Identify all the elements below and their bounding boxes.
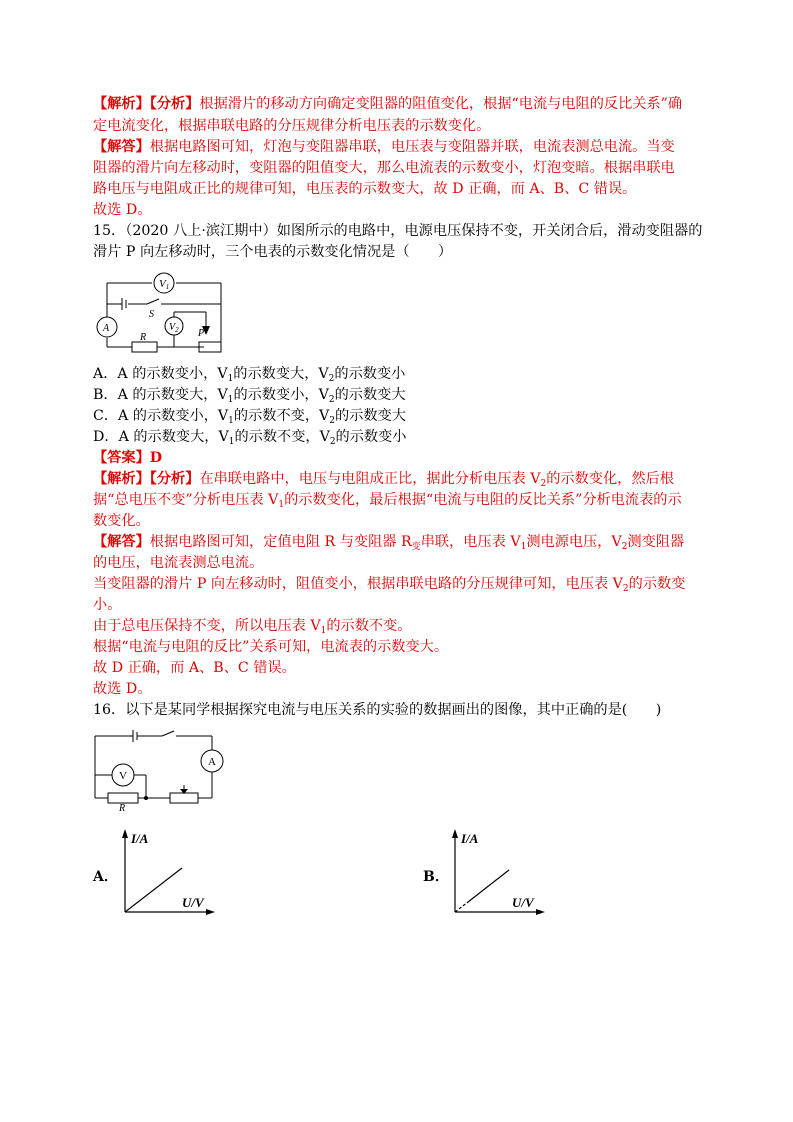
q14-choose: 故选 D。	[93, 202, 152, 218]
graph-b-xlabel: U/V	[512, 895, 534, 910]
graph-b-ylabel: I/A	[461, 831, 479, 846]
q16-option-a-label[interactable]: A．	[93, 869, 118, 885]
q16-graph-b[interactable]	[448, 826, 548, 916]
q14-analysis-line-2: 定电流变化，根据串联电路的分压规律分析电压表的示数变化。	[93, 118, 491, 134]
q14-answer-line-3: 路电压与电阻成正比的规律可知，电压表的示数变大，故 D 正确，而 A、B、C 错误。	[93, 181, 637, 197]
q15-option-a[interactable]: A．A 的示数变小，$V_1$的示数变大，$V_2$的示数变小	[93, 366, 406, 384]
a-label: A	[103, 323, 110, 334]
q15-jieda-line-5: 由于总电压保持不变，所以电压表 $V_1$的示数不变。	[93, 618, 412, 636]
graph-a-ylabel: I/A	[131, 831, 149, 846]
s-label: S	[149, 309, 154, 320]
q16-graph-a[interactable]	[118, 826, 218, 916]
q15-fenxi-line-2: 据“总电压不变”分析电压表 $V_1$的示数变化，最后根据“电流与电阻的反比关系”分析电流表的示	[93, 492, 682, 510]
r-label: R	[119, 803, 126, 811]
q15-jieda-line-7: 故 D 正确，而 A、B、C 错误。	[93, 660, 296, 676]
q15-option-b[interactable]: B．A 的示数变大，$V_1$的示数变小，$V_2$的示数变大	[93, 387, 406, 405]
q15-option-c[interactable]: C．A 的示数变小，$V_1$的示数不变，$V_2$的示数变大	[93, 408, 406, 426]
q15-jieda-line-3: 当变阻器的滑片 P 向左移动时，阻值变小，根据串联电路的分压规律可知，电压表 $V_2$的示数变	[93, 576, 686, 594]
q15-fenxi-line-3: 数变化。	[93, 513, 150, 529]
q15-jieda-line-4: 小。	[93, 597, 122, 613]
q15-stem-line-2: 滑片 P 向左移动时，三个电表的示数变化情况是（ ）	[93, 244, 453, 260]
q15-option-d[interactable]: D．A 的示数变大，$V_1$的示数不变，$V_2$的示数变小	[93, 429, 407, 447]
q16-stem: 16．以下是某同学根据探究电流与电压关系的实验的数据画出的图像，其中正确的是( )	[93, 702, 662, 718]
q15-stem-line-1: 15．（2020 八上·滨江期中）如图所示的电路中，电源电压保持不变，开关闭合后，滑动变阻器的	[93, 223, 703, 239]
q15-choose: 故选 D。	[93, 681, 152, 697]
q15-jieda-line-2: 的电压，电流表测总电流。	[93, 555, 264, 571]
q16-circuit-diagram	[92, 727, 232, 811]
q14-answer-line-2: 阻器的滑片向左移动时，变阻器的阻值变大，那么电流表的示数变小，灯泡变暗。根据串联电	[93, 160, 675, 176]
v2-label: $V_2$	[169, 322, 179, 334]
q14-answer-line-1: 【解答】根据电路图可知，灯泡与变阻器串联，电压表与变阻器并联，电流表测总电流。当变	[93, 139, 675, 155]
v-label: V	[119, 770, 127, 782]
q15-jieda-line-1: 【解答】根据电路图可知，定值电阻 R 与变阻器 $R_变$串联，电压表 $V_1$测电源电压，$V_2$测变阻器	[93, 534, 685, 552]
q15-jieda-line-6: 根据“电流与电阻的反比”关系可知，电流表的示数变大。	[93, 639, 449, 655]
q15-circuit-diagram	[95, 266, 227, 362]
a-label: A	[208, 756, 216, 768]
q14-analysis-line-1: 【解析】【分析】根据滑片的移动方向确定变阻器的阻值变化，根据“电流与电阻的反比关系”确	[93, 96, 683, 112]
q16-option-b-label[interactable]: B．	[423, 869, 449, 885]
p-label: P	[198, 328, 205, 339]
v1-label: V1	[159, 278, 170, 291]
graph-a-xlabel: U/V	[182, 895, 204, 910]
r-label: R	[140, 332, 147, 343]
q15-answer: 【答案】D	[93, 450, 163, 466]
q15-fenxi-line-1: 【解析】【分析】在串联电路中，电压与电阻成正比，据此分析电压表 $V_2$的示数变化，然后根	[93, 471, 674, 489]
